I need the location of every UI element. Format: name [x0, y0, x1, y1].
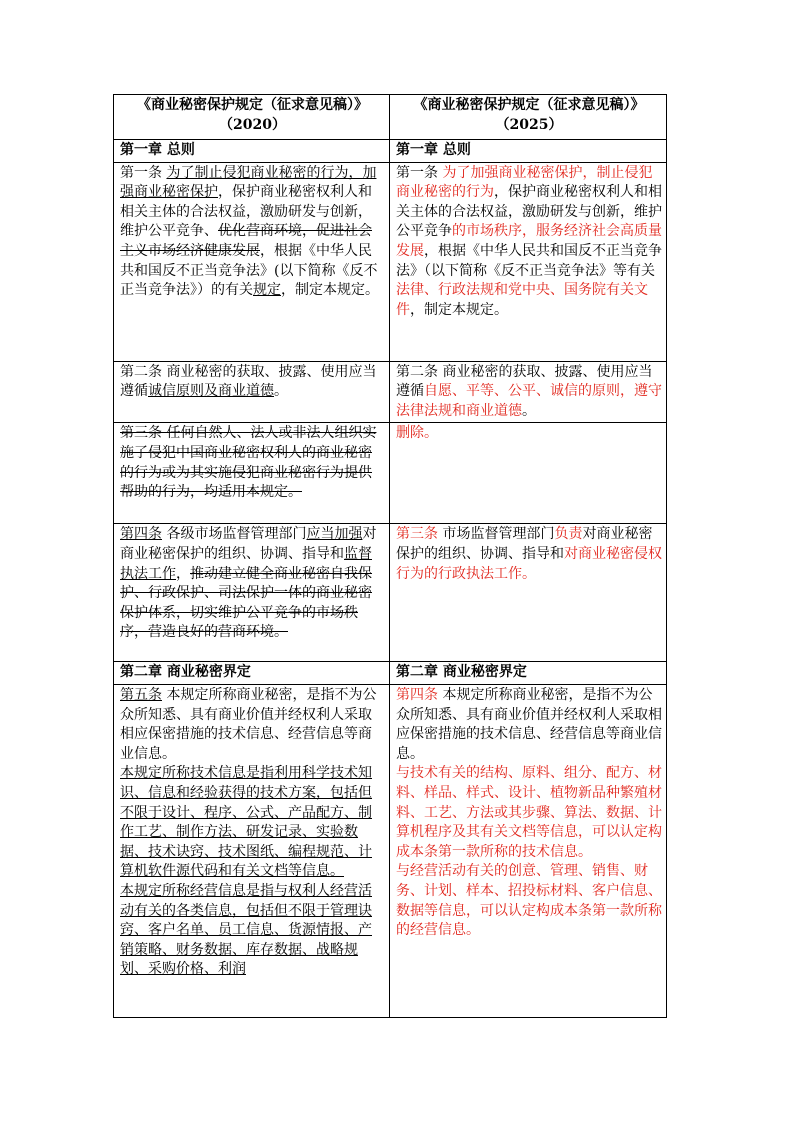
old-article-1: [114, 162, 390, 361]
article-text: 各级市场监督管理部门: [162, 526, 307, 543]
revised-text: 第四条: [120, 526, 162, 543]
article-text: ，制定本规定。: [281, 282, 379, 299]
cell-content: [396, 686, 662, 1016]
revised-text: 诚信原则及商业道德: [148, 383, 274, 400]
added-text: 删除。: [396, 425, 438, 442]
added-text: 负责: [554, 526, 583, 543]
article-text: 本规定所称商业秘密，是指不为公众所知悉、具有商业价值并经权利人采取相应保密措施的技术信息、经营信息等商业信息。: [396, 686, 662, 762]
old-version-title: 《商业秘密保护规定（征求意见稿）》: [137, 97, 368, 113]
article-text: ，根据《中华人民共和国反不正当竞争法》(以下简称《反不正当竞争法》）的有关: [120, 242, 378, 299]
old-article-3: [114, 423, 390, 524]
article-row: [114, 684, 667, 1017]
article-number: 第一条: [120, 164, 167, 181]
article-text: 。: [522, 402, 536, 419]
old-chapter-2: 第二章 商业秘密界定: [114, 662, 390, 685]
deleted-text: 优化营商环境，促进社会主义市场经济健康发展: [120, 223, 372, 259]
new-article-5: [390, 684, 667, 1017]
cell-content: [120, 686, 385, 1016]
article-text: 对商业秘密保护的组织、协调、指导和: [396, 526, 653, 562]
article-text: ，保护商业秘密权利人和相关主体的合法权益，激励研发与创新，维护公平竞争、: [120, 184, 372, 240]
revised-paragraph: 本规定所称经营信息是指与权利人经营活动有关的各类信息，包括但不限于管理诀窍、客户名单、员工信息、货源情报、产销策略、财务数据、库存数据、战略规划、采购价格、利润: [120, 882, 372, 978]
added-text: 的市场秩序，服务经济社会高质量发展: [396, 223, 662, 259]
article-row: [114, 162, 667, 361]
article-text: 对商业秘密保护的组织、协调、指导和: [120, 526, 377, 562]
added-text: 法律、行政法规和党中央、国务院有关文件: [396, 282, 648, 318]
added-text: 自愿、平等、公平、诚信的原则，遵守法律法规和商业道德: [396, 383, 662, 419]
article-text: ，制定本规定。: [410, 301, 508, 318]
article-text: 第二条 商业秘密的获取、披露、使用应当遵循: [120, 363, 377, 400]
revised-text: 为了制止侵犯商业秘密的行为，加强商业秘密保护: [120, 164, 377, 201]
paragraph: [120, 686, 385, 764]
revised-text: 应当加强: [306, 526, 363, 543]
revised-text: 规定: [253, 282, 281, 299]
header-row: [114, 95, 667, 140]
revised-paragraph: 本规定所称技术信息是指利用科学技术知识、信息和经验获得的技术方案，包括但不限于设计、程序、公式、产品配方、制作工艺、制作方法、研发记录、实验数据、技术诀窍、技术图纸、编程规范、计算机软件源代码和有关文档等信息。: [120, 765, 372, 880]
revised-text: 监督执法工作: [120, 545, 372, 582]
added-text: 为了加强商业秘密保护，制止侵犯商业秘密的行为: [396, 164, 653, 201]
deleted-text: 推动建立健全商业秘密自我保护、行政保护、司法保护一体的商业秘密保护体系，切实维护公平竞争的市场秩序，营造良好的营商环境。: [120, 565, 372, 641]
added-paragraph: 与经营活动有关的创意、管理、销售、财务、计划、样本、招投标材料、客户信息、数据等信息，可以认定构成本条第一款所称的经营信息。: [396, 863, 662, 939]
old-version-header: [114, 95, 390, 140]
article-text: 本规定所称商业秘密，是指不为公众所知悉、具有商业价值并经权利人采取相应保密措施的技术信息、经营信息等商业信息。: [120, 686, 377, 762]
old-chapter-1: 第一章 总则: [114, 140, 390, 163]
new-version-year: （2025）: [495, 116, 563, 133]
article-text: ，根据《中华人民共和国反不正当竞争法》（以下简称《反不正当竞争法》等有关: [396, 242, 662, 279]
added-text: 第三条: [396, 526, 438, 543]
article-text: ，: [176, 565, 190, 582]
added-text: 第四条: [396, 686, 438, 703]
new-version-header: [390, 95, 667, 140]
new-chapter-2: 第二章 商业秘密界定: [390, 662, 667, 685]
article-text: 第二条 商业秘密的获取、披露、使用应当遵循: [396, 363, 653, 400]
new-version-title: 《商业秘密保护规定（征求意见稿）》: [413, 97, 645, 113]
new-article-1: [390, 162, 667, 361]
article-text: 市场监督管理部门: [438, 526, 555, 543]
new-article-4: [390, 524, 667, 662]
revised-text: 第五条: [120, 686, 162, 703]
added-text: 对商业秘密侵权行为的行政执法工作。: [396, 545, 662, 582]
deleted-text: 第三条 任何自然人、法人或非法人组织实施了侵犯中国商业秘密权利人的商业秘密的行为或为其实施侵犯商业秘密行为提供帮助的行为，均适用本规定。: [120, 425, 377, 501]
new-chapter-1: 第一章 总则: [390, 140, 667, 163]
article-row: [114, 423, 667, 524]
new-article-3: [390, 423, 667, 524]
paragraph: [396, 686, 662, 764]
article-text: ，保护商业秘密权利人和相关主体的合法权益，激励研发与创新，维护公平竞争: [396, 184, 662, 240]
chapter-row: [114, 662, 667, 685]
chapter-row: [114, 140, 667, 163]
article-row: [114, 524, 667, 662]
article-row: [114, 361, 667, 423]
old-version-year: （2020）: [219, 116, 286, 133]
old-article-2: [114, 361, 390, 423]
old-article-5: [114, 684, 390, 1017]
new-article-2: [390, 361, 667, 423]
comparison-table: [113, 94, 667, 1018]
old-article-4: [114, 524, 390, 662]
article-text: 。: [274, 383, 288, 400]
added-paragraph: 与技术有关的结构、原料、组分、配方、材料、样品、样式、设计、植物新品种繁殖材料、工艺、方法或其步骤、算法、数据、计算机程序及其有关文档等信息，可以认定构成本条第一款所称的技术信息。: [396, 765, 662, 860]
article-number: 第一条: [396, 164, 443, 181]
